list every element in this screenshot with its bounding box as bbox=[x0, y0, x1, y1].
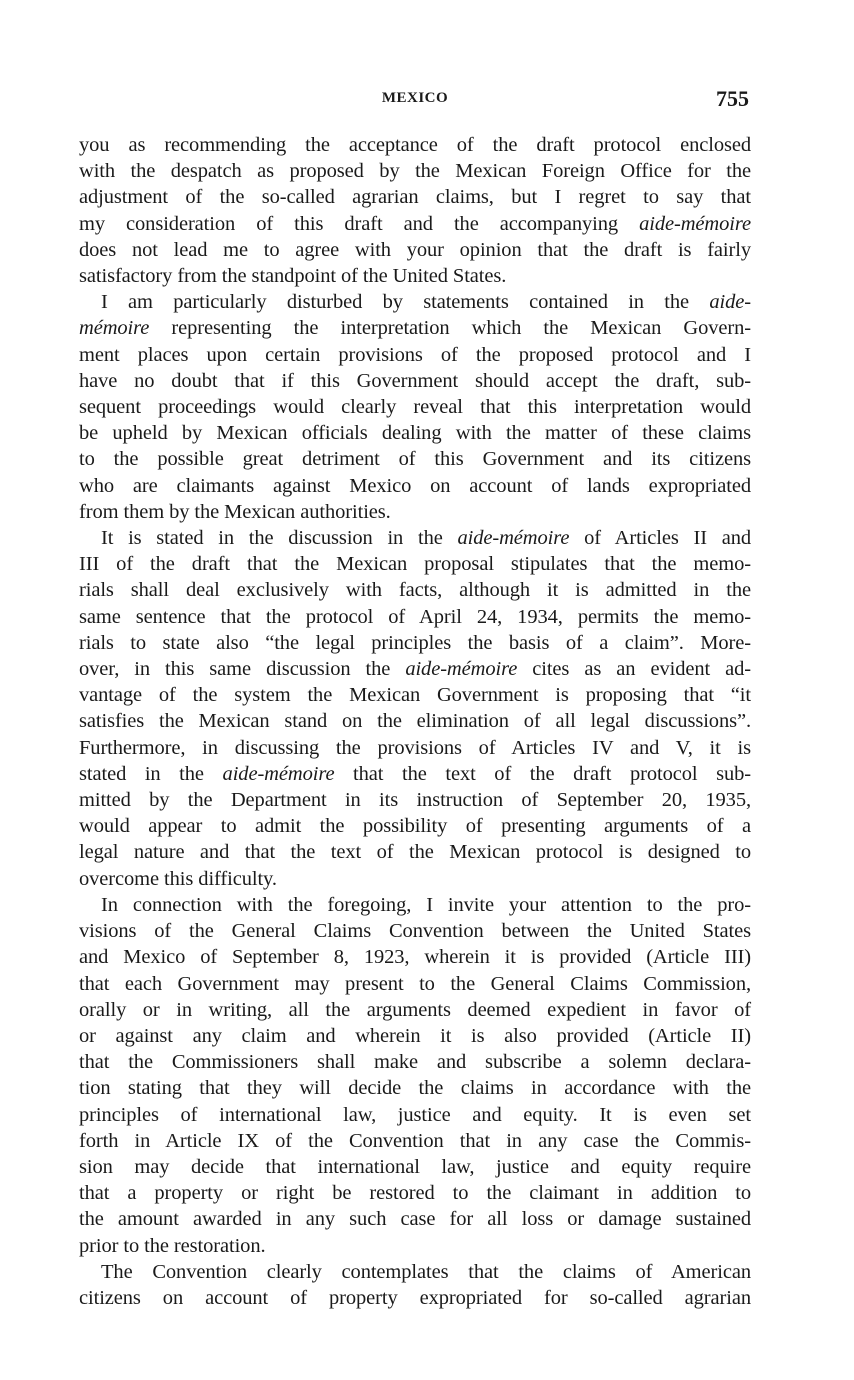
text-line: forth in Article IX of the Convention that in any case the Commis- bbox=[79, 1129, 751, 1152]
text-line: orally or in writing, all the arguments deemed expedient in favor of bbox=[79, 998, 751, 1021]
text-line: I am particularly disturbed by statements contained in the aide- bbox=[101, 291, 751, 314]
text-line: ment places upon certain provisions of the proposed protocol and I bbox=[79, 343, 751, 366]
italic-term: aide-mémoire bbox=[222, 762, 335, 785]
text-line: It is stated in the discussion in the aide-mémoire of Articles II and bbox=[101, 527, 751, 550]
text-line: the amount awarded in any such case for all loss or damage sustained bbox=[79, 1208, 751, 1231]
text-line: principles of international law, justice and equity. It is even set bbox=[79, 1103, 751, 1126]
text-line: overcome this difficulty. bbox=[79, 867, 277, 890]
text-line: stated in the aide-mémoire that the text of the draft protocol sub- bbox=[79, 762, 751, 785]
text-line: sion may decide that international law, justice and equity require bbox=[79, 1155, 751, 1178]
running-title: MEXICO bbox=[381, 90, 449, 106]
page-number: 755 bbox=[716, 86, 749, 111]
text-line: III of the draft that the Mexican proposal stipulates that the memo- bbox=[79, 553, 751, 576]
text-line: to the possible great detriment of this Government and its citizens bbox=[79, 448, 751, 471]
text-line: rials shall deal exclusively with facts, although it is admitted in the bbox=[79, 579, 751, 602]
text-line: that the Commissioners shall make and subscribe a solemn declara- bbox=[79, 1051, 751, 1074]
italic-term: mémoire bbox=[79, 317, 150, 340]
text-line: that each Government may present to the General Claims Commission, bbox=[79, 972, 751, 995]
text-line: my consideration of this draft and the accompanying aide-mémoire bbox=[79, 212, 751, 235]
text-line: vantage of the system the Mexican Government is proposing that “it bbox=[79, 684, 751, 707]
text-line: that a property or right be restored to the claimant in addition to bbox=[79, 1182, 751, 1205]
text-line: who are claimants against Mexico on account of lands expropriated bbox=[79, 474, 751, 497]
text-line: sequent proceedings would clearly reveal that this interpretation would bbox=[79, 396, 751, 419]
text-line: mémoire representing the interpretation which the Mexican Govern- bbox=[79, 317, 751, 340]
paragraph bbox=[79, 892, 751, 1259]
text-line: citizens on account of property expropriated for so-called agrarian bbox=[79, 1286, 751, 1309]
paragraph bbox=[79, 1259, 751, 1311]
text-line: rials to state also “the legal principles the basis of a claim”. More- bbox=[79, 631, 751, 654]
text-line: be upheld by Mexican officials dealing with the matter of these claims bbox=[79, 422, 751, 445]
italic-term: aide-mémoire bbox=[639, 212, 751, 235]
text-line: tion stating that they will decide the claims in accordance with the bbox=[79, 1077, 751, 1100]
text-line: you as recommending the acceptance of the draft protocol enclosed bbox=[79, 134, 751, 156]
text-line: visions of the General Claims Convention between the United States bbox=[79, 920, 751, 943]
paragraph bbox=[79, 525, 751, 892]
text-line: In connection with the foregoing, I invite your attention to the pro- bbox=[101, 893, 751, 916]
text-line: adjustment of the so-called agrarian claims, but I regret to say that bbox=[79, 186, 751, 209]
document-page bbox=[79, 86, 751, 1311]
text-line: mitted by the Department in its instruction of September 20, 1935, bbox=[79, 789, 751, 812]
italic-term: aide- bbox=[709, 291, 751, 314]
text-line: legal nature and that the text of the Mexican protocol is designed to bbox=[79, 841, 751, 864]
text-line: over, in this same discussion the aide-mémoire cites as an evident ad- bbox=[79, 658, 751, 681]
italic-term: aide-mémoire bbox=[457, 527, 570, 550]
text-line: and Mexico of September 8, 1923, wherein it is provided (Article III) bbox=[79, 946, 751, 969]
italic-term: aide-mémoire bbox=[405, 658, 518, 681]
text-line: with the despatch as proposed by the Mexican Foreign Office for the bbox=[79, 160, 751, 183]
text-line: The Convention clearly contemplates that the claims of American bbox=[101, 1260, 751, 1283]
text-line: prior to the restoration. bbox=[79, 1234, 266, 1257]
running-header bbox=[79, 86, 751, 116]
text-line: from them by the Mexican authorities. bbox=[79, 500, 391, 523]
text-line: satisfactory from the standpoint of the United States. bbox=[79, 265, 507, 288]
text-line: would appear to admit the possibility of presenting arguments of a bbox=[79, 815, 751, 838]
paragraph bbox=[79, 289, 751, 525]
text-line: Furthermore, in discussing the provisions of Articles IV and V, it is bbox=[79, 736, 751, 759]
text-line: have no doubt that if this Government should accept the draft, sub- bbox=[79, 369, 751, 392]
body-text bbox=[79, 132, 751, 1311]
text-line: satisfies the Mexican stand on the elimination of all legal discussions”. bbox=[79, 710, 751, 733]
text-line: or against any claim and wherein it is also provided (Article II) bbox=[79, 1024, 751, 1047]
paragraph bbox=[79, 132, 751, 289]
text-line: does not lead me to agree with your opinion that the draft is fairly bbox=[79, 238, 751, 261]
text-line: same sentence that the protocol of April 24, 1934, permits the memo- bbox=[79, 605, 751, 628]
